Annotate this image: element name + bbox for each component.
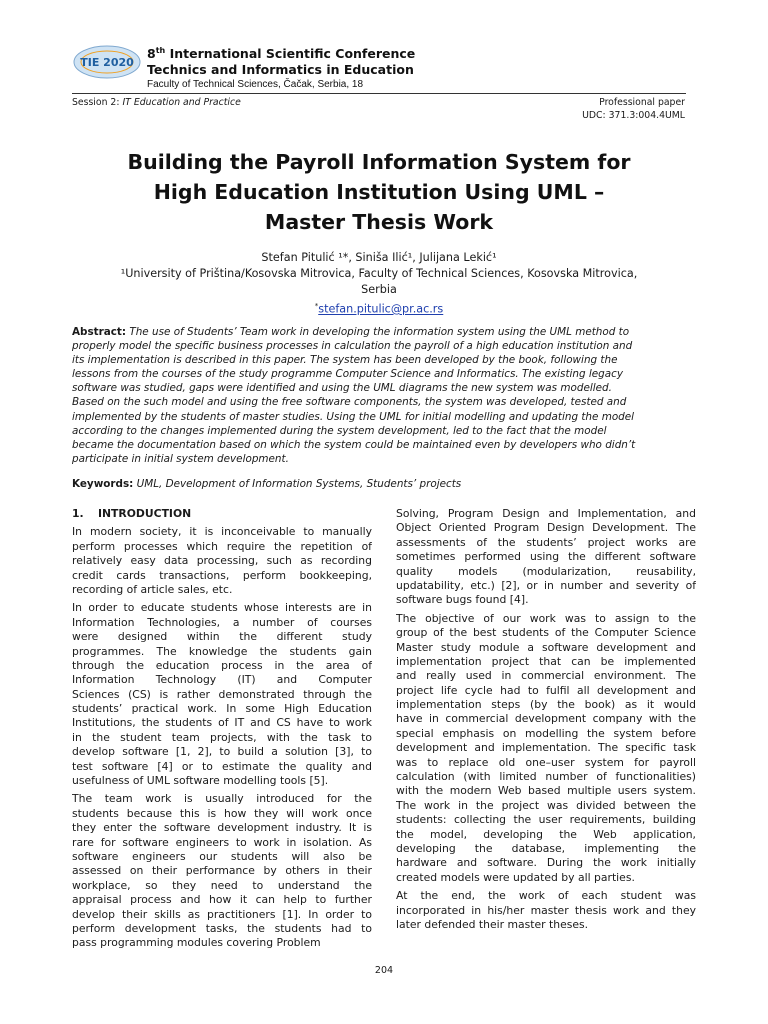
text-line: In order to educate students whose interests are in xyxy=(72,601,372,615)
text-line: project life cycle had to fulfil all development and xyxy=(396,683,696,697)
text-line: they enter the software development industry. It is xyxy=(72,821,372,835)
text-line: assessed on their performance by others in their xyxy=(72,864,372,878)
title-line: Building the Payroll Information System for xyxy=(127,150,631,174)
affiliation-line: ¹University of Priština/Kosovska Mitrovica, Faculty of Technical Sciences, Kosovska Mitrovica, xyxy=(120,267,638,280)
section-heading: 1. INTRODUCTION xyxy=(72,507,192,520)
paragraph xyxy=(72,601,372,788)
right-column xyxy=(396,507,696,932)
abstract-line: became the documentation based on which the system could be maintained even by developers who didn’t xyxy=(72,438,636,451)
text-line: develop software [1, 2], to build a solution [3], to xyxy=(72,745,372,759)
conference-line-1: 8th International Scientific Conference xyxy=(147,46,416,62)
text-line: have in commercial development company with the xyxy=(396,712,696,726)
text-line: special emphasis on modelling the system before xyxy=(396,726,696,740)
paragraph xyxy=(396,889,696,932)
text-line: The objective of our work was to assign to the xyxy=(396,611,696,625)
text-line: incorporated in his/her master thesis work and they xyxy=(396,903,696,917)
paper-type-block xyxy=(582,97,685,122)
right-paragraphs xyxy=(396,507,696,932)
text-line: Institutions, the students of IT and CS have to work xyxy=(72,716,372,730)
authors-block xyxy=(72,250,686,318)
text-line: and really used in commercial environment. The xyxy=(396,669,696,683)
text-line: implementation steps (by the book) as it would xyxy=(396,698,696,712)
text-line: later defended their master theses. xyxy=(396,917,589,931)
abstract-line: software was studied, gaps were identified and using the UML diagrams the new system was modelled. xyxy=(72,382,612,395)
text-line: develop their skills as practitioners [1]. In order to xyxy=(72,907,372,921)
abstract-line: according to the changes implemented during the system development, led to the fact that the model xyxy=(72,424,607,437)
abstract-line: properly model the specific business processes in calculation the payroll of a high education institution and xyxy=(72,340,633,353)
text-line: The work in the project was divided between the xyxy=(396,798,696,812)
abstract-line: implemented by the students of master studies. Using the UML for initial modelling and updating the model xyxy=(72,410,635,423)
text-line: appraisal process and how it can help to further xyxy=(72,893,372,907)
conference-header xyxy=(147,43,415,92)
text-line: group of the best students of the Computer Science xyxy=(396,626,696,640)
author-names: Stefan Pitulić ¹*, Siniša Ilić¹, Julijana Lekić¹ xyxy=(261,251,497,264)
conference-logo xyxy=(72,44,142,80)
title-line: High Education Institution Using UML – xyxy=(153,180,605,204)
text-line: in the student team projects, with the task to xyxy=(72,730,372,744)
text-line: development and implementation. The specific task xyxy=(396,741,696,755)
text-line: Master study module a software development and xyxy=(396,640,696,654)
udc-code: UDC: 371.3:004.4UML xyxy=(582,109,685,121)
text-line: perform development tasks, the students had to xyxy=(72,921,372,935)
abstract-line: participate in initial system development. xyxy=(72,452,289,465)
text-line: Information Technologies, a number of courses xyxy=(72,615,372,629)
left-paragraphs xyxy=(72,525,372,950)
text-line: At the end, the work of each student was xyxy=(396,889,696,903)
text-line: usefulness of UML software modelling tools [5]. xyxy=(72,774,329,788)
text-line: In modern society, it is inconceivable to manually xyxy=(72,525,372,539)
abstract-label: Abstract: xyxy=(72,326,127,338)
paragraph xyxy=(72,792,372,950)
abstract-line: lessons from the courses of the study programme Computer Science and Informatics. The existing legacy xyxy=(72,368,624,381)
text-line: credit cards transactions, perform bookkeeping, xyxy=(72,568,372,582)
left-column xyxy=(72,507,372,951)
text-line: assessments of the students’ project works are xyxy=(396,535,696,549)
abstract-line: Based on the such model and using the free software components, the system was developed, tested and xyxy=(72,396,627,409)
text-line: students because this is how they will work once xyxy=(72,806,372,820)
text-line: The team work is usually introduced for the xyxy=(72,792,372,806)
session-label: Session 2: IT Education and Practice xyxy=(72,97,241,108)
text-line: relatively easy data processing, such as recording xyxy=(72,554,372,568)
paper-type: Professional paper xyxy=(599,97,685,108)
text-line: were designed within the different study xyxy=(72,630,372,644)
text-line: rare for software engineers to work in isolation. As xyxy=(72,835,372,849)
paragraph xyxy=(396,612,696,885)
email-link[interactable]: stefan.pitulic@pr.ac.rs xyxy=(318,302,444,316)
text-line: sometimes performed using the different software xyxy=(396,550,696,564)
email-line: *stefan.pitulic@pr.ac.rs xyxy=(314,302,444,316)
text-line: developing the database, implementing the xyxy=(396,841,696,855)
conference-line-3: Faculty of Technical Sciences, Čačak, Serbia, 18 xyxy=(147,79,364,91)
abstract-line: its implementation is described in this paper. The system has been developed by the book, following the xyxy=(72,354,618,367)
text-line: perform processes which require the repetition of xyxy=(72,539,372,553)
paragraph xyxy=(72,525,372,597)
header-divider xyxy=(72,93,686,94)
text-line: workplace, so they need to understand the xyxy=(72,878,372,892)
text-line: recording of article sales, etc. xyxy=(72,582,233,596)
text-line: was to replace old one–user system for payroll xyxy=(396,755,696,769)
abstract-line: Abstract: The use of Students’ Team work in developing the information system using the UML method to xyxy=(72,326,630,338)
text-line: Information Technology (IT) and Computer xyxy=(72,673,372,687)
paper-title xyxy=(72,147,686,237)
text-line: pass programming modules covering Problem xyxy=(72,936,321,950)
page-number: 204 xyxy=(374,965,394,976)
text-line: programmes. The knowledge the students gain xyxy=(72,644,372,658)
text-line: with the modern Web based multiple users system. xyxy=(396,784,696,798)
text-line: students: collecting the user requirements, building xyxy=(396,813,696,827)
text-line: hardware and software. During the work initially xyxy=(396,856,696,870)
text-line: implementation project that can be implemented xyxy=(396,654,696,668)
logo-text: TIE 2020 xyxy=(80,56,134,69)
title-line: Master Thesis Work xyxy=(264,210,494,234)
text-line: quality models (modularization, reusability, xyxy=(396,564,696,578)
text-line: Object Oriented Program Design Development. The xyxy=(396,521,696,535)
text-line: software bugs found [4]. xyxy=(396,593,529,607)
paragraph xyxy=(396,507,696,608)
keywords-text: UML, Development of Information Systems, Students’ projects xyxy=(133,478,462,490)
text-line: through the education process in the area of xyxy=(72,658,372,672)
abstract xyxy=(72,325,694,466)
text-line: updatability, etc.) [2], or in number and severity of xyxy=(396,578,696,592)
text-line: students’ practical work. In some High Education xyxy=(72,702,372,716)
text-line: the model, developing the Web application, xyxy=(396,827,696,841)
conference-line-2: Technics and Informatics in Education xyxy=(147,62,414,78)
text-line: Solving, Program Design and Implementation, and xyxy=(396,507,696,520)
keywords-label: Keywords: xyxy=(72,478,134,490)
keywords xyxy=(72,477,461,491)
affiliation-line: Serbia xyxy=(361,283,397,296)
text-line: calculation (with limited number of functionalities) xyxy=(396,770,696,784)
text-line: created models were updated by all parties. xyxy=(396,870,635,884)
text-line: Sciences (CS) is rather demonstrated through the xyxy=(72,687,372,701)
text-line: test software [4] or to estimate the quality and xyxy=(72,759,372,773)
text-line: software engineers our students will also be xyxy=(72,849,372,863)
